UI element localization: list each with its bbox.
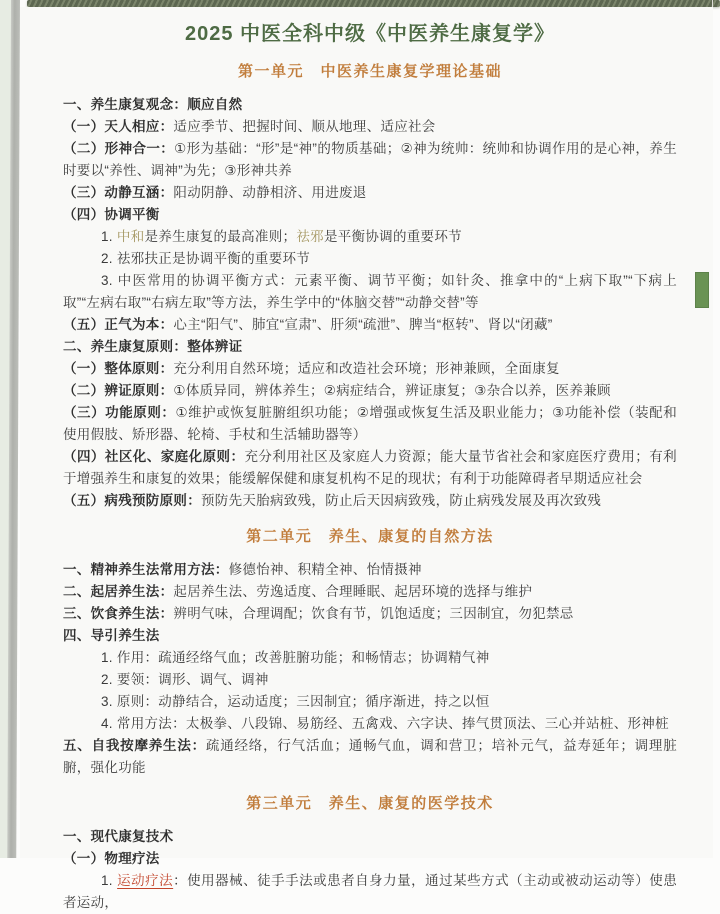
document-content: [63, 61, 677, 914]
line-label: （一）天人相应：: [63, 119, 174, 134]
outline-line: [63, 182, 677, 204]
unit-heading: 第三单元 养生、康复的医学技术: [246, 795, 494, 812]
line-label: （二）辨证原则：: [63, 383, 174, 398]
outline-line: [63, 625, 677, 647]
outline-line: [63, 138, 677, 182]
outline-line: [63, 270, 677, 314]
line-text: ①维护或恢复脏腑组织功能；②增强或恢复生活及职业能力；③功能补偿（装配和使用假肢、矫形器、轮椅、手杖和生活辅助器等）: [63, 405, 678, 442]
outline-line: [63, 314, 677, 336]
line-label: 五、自我按摩养生法：: [63, 738, 206, 753]
line-label: 二、起居养生法：: [63, 584, 174, 599]
outline-line: [63, 248, 677, 270]
outline-line: [63, 490, 677, 512]
top-border-band: [27, 0, 720, 7]
line-text: 4. 常用方法：太极拳、八段锦、易筋经、五禽戏、六字诀、捧气贯顶法、三心并站桩、形神桩: [101, 716, 669, 731]
line-text: 疏通经络，行气活血；通畅气血，调和营卫；培补元气，益寿延年；调理脏腑，强化功能: [63, 738, 677, 775]
line-text: 1.: [101, 873, 118, 888]
line-text: 起居养生法、劳逸适度、合理睡眠、起居环境的选择与维护: [173, 584, 533, 599]
outline-line: [63, 94, 677, 116]
line-label: 一、精神养生法常用方法：: [63, 562, 229, 577]
outline-line: [63, 826, 677, 848]
line-label: （三）功能原则：: [63, 405, 176, 420]
line-label: 一、养生康复观念：顺应自然: [63, 97, 243, 112]
line-label: （二）形神合一：: [63, 141, 175, 156]
line-text: 1.: [101, 229, 117, 244]
line-text: ①形为基础：“形”是“神”的物质基础；②神为统帅：统帅和协调作用的是心神，养生时要以“养性、调神”为先；③形神共养: [63, 141, 677, 178]
line-text: 预防先天胎病致残，防止后天因病致残，防止病残发展及再次致残: [201, 493, 602, 508]
line-text: ①体质异同，辨体养生；②病症结合，辨证康复；③杂合以养，医养兼顾: [173, 383, 611, 398]
line-label: 四、导引养生法: [63, 628, 160, 643]
line-text: 充分利用自然环境；适应和改造社会环境；形神兼顾，全面康复: [173, 361, 560, 376]
line-label: （一）物理疗法: [63, 851, 160, 866]
line-label: 二、养生康复原则：整体辨证: [63, 339, 243, 354]
line-text: 3. 原则：动静结合，运动适度；三因制宜；循序渐进，持之以恒: [101, 694, 490, 709]
line-text: 2. 要领：调形、调气、调神: [101, 672, 269, 687]
outline-line: [63, 336, 677, 358]
line-text: 2. 祛邪扶正是协调平衡的重要环节: [101, 251, 311, 266]
outline-line: [63, 380, 677, 402]
key-term-olive: 中和: [116, 229, 145, 244]
outline-line: [63, 669, 677, 691]
outline-line: [63, 713, 677, 735]
line-label: （五）病残预防原则：: [63, 493, 201, 508]
unit-heading: 第二单元 养生、康复的自然方法: [246, 528, 494, 545]
line-label: 一、现代康复技术: [63, 829, 174, 844]
line-text: ：使用器械、徒手手法或患者自身力量，通过某些方式（主动或被动运动等）使患者运动，: [63, 873, 677, 910]
outline-line: [63, 204, 677, 226]
line-label: （四）社区化、家庭化原则：: [63, 449, 245, 464]
outline-line: [63, 358, 677, 380]
outline-line: [63, 848, 677, 870]
outline-line: [63, 226, 677, 248]
key-term-olive: 祛邪: [296, 229, 324, 244]
line-text: 是养生康复的最高准则；: [144, 229, 297, 244]
outline-line: [63, 581, 677, 603]
line-text: 阳动阴静、动静相济、用进废退: [173, 185, 367, 200]
line-text: 心主“阳气”、肺宜“宣肃”、肝须“疏泄”、脾当“枢转”、肾以“闭藏”: [173, 317, 553, 332]
line-label: （四）协调平衡: [63, 207, 160, 222]
document-page: [20, 7, 713, 910]
line-label: （五）正气为本：: [63, 317, 174, 332]
unit-heading: 第一单元 中医养生康复学理论基础: [237, 63, 502, 80]
line-label: （三）动静互涵：: [63, 185, 174, 200]
outline-line: [63, 603, 677, 625]
line-text: 修德怡神、积精全神、怡情摄神: [228, 562, 422, 577]
outline-line: [63, 735, 677, 779]
line-text: 1. 作用：疏通经络气血；改善脏腑功能；和畅情志；协调精气神: [101, 650, 490, 665]
document-title: 2025 中医全科中级《中医养生康复学》: [184, 23, 556, 45]
outline-line: [63, 870, 677, 914]
line-label: 三、饮食养生法：: [63, 606, 174, 621]
outline-line: [63, 691, 677, 713]
green-highlight-marker: [695, 272, 709, 308]
line-text: 3. 中医常用的协调平衡方式：元素平衡、调节平衡；如针灸、推拿中的“上病下取”“下病上取”“左病右取”“右病左取”等方法，养生学中的“体脑交替”“动静交替”等: [63, 273, 677, 310]
line-label: （一）整体原则：: [63, 361, 174, 376]
outline-line: [63, 116, 677, 138]
outline-line: [63, 559, 677, 581]
line-text: 适应季节、把握时间、顺从地理、适应社会: [173, 119, 436, 134]
key-term-red: 运动疗法: [117, 873, 174, 888]
outline-line: [63, 402, 677, 446]
line-text: 充分利用社区及家庭人力资源；能大量节省社会和家庭医疗费用；有利于增强养生和康复的效果；能缓解保健和康复机构不足的现状；有利于功能障碍者早期适应社会: [63, 449, 677, 486]
line-text: 辨明气味，合理调配；饮食有节，饥饱适度；三因制宜，勿犯禁忌: [173, 606, 574, 621]
outline-line: [63, 647, 677, 669]
outline-line: [63, 446, 677, 490]
line-text: 是平衡协调的重要环节: [323, 229, 462, 244]
